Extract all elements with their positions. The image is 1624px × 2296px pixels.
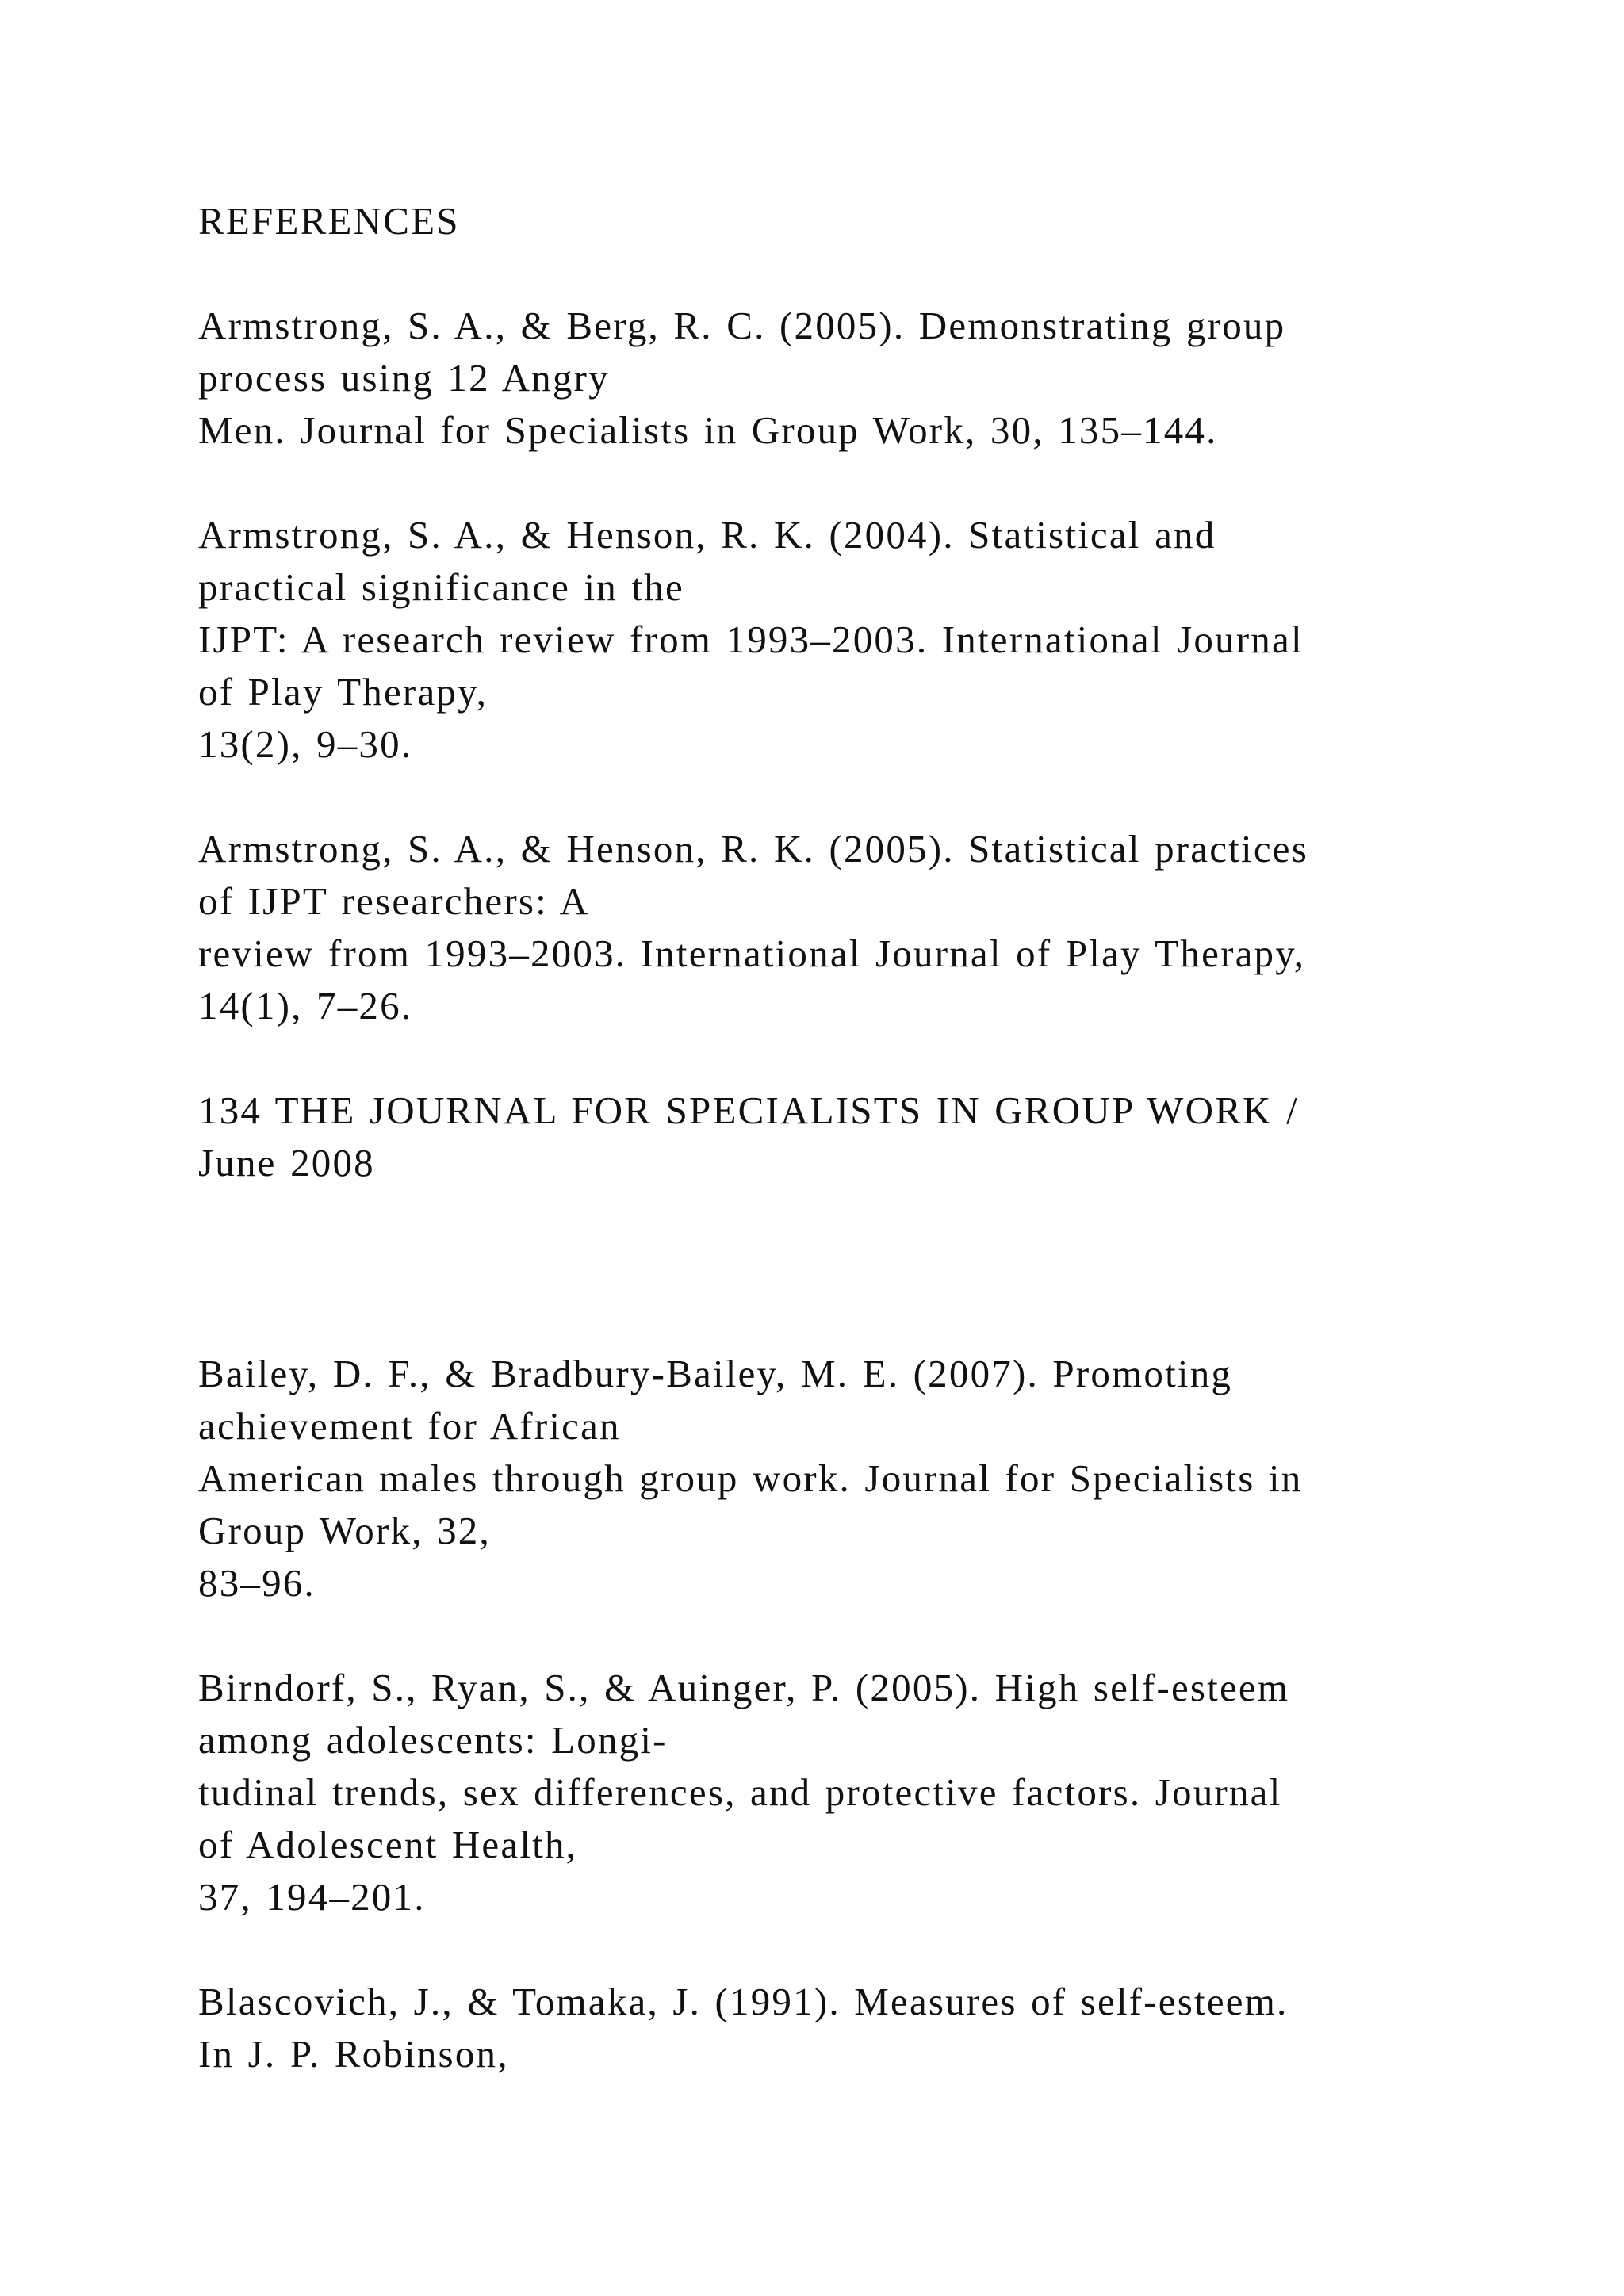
reference-line: 13(2), 9–30. <box>198 722 413 766</box>
reference-line: among adolescents: Longi- <box>198 1718 668 1762</box>
reference-line: practical significance in the <box>198 565 684 609</box>
reference-line: IJPT: A research review from 1993–2003. International Journal <box>198 618 1304 661</box>
reference-entry <box>198 509 1499 771</box>
running-footer <box>198 1085 1499 1189</box>
reference-line: American males through group work. Journal for Specialists in <box>198 1456 1303 1500</box>
reference-entry <box>198 300 1499 457</box>
reference-line: process using 12 Angry <box>198 356 610 400</box>
page-break-spacer <box>198 1189 1499 1348</box>
reference-line: Blascovich, J., & Tomaka, J. (1991). Measures of self-esteem. <box>198 1980 1289 2023</box>
reference-line: 83–96. <box>198 1561 316 1605</box>
reference-entry <box>198 823 1499 1032</box>
reference-line: 37, 194–201. <box>198 1875 426 1919</box>
spacer <box>198 247 1499 300</box>
reference-line: Armstrong, S. A., & Berg, R. C. (2005). Demonstrating group <box>198 304 1286 347</box>
reference-entry <box>198 1348 1499 1609</box>
reference-line: tudinal trends, sex differences, and protective factors. Journal <box>198 1770 1282 1814</box>
reference-line: 14(1), 7–26. <box>198 984 413 1027</box>
reference-line: achievement for African <box>198 1404 621 1448</box>
spacer <box>198 771 1499 823</box>
references-text <box>198 195 1499 2080</box>
reference-line: Bailey, D. F., & Bradbury-Bailey, M. E. (2007). Promoting <box>198 1352 1233 1395</box>
reference-line: review from 1993–2003. International Journal of Play Therapy, <box>198 932 1306 975</box>
reference-line: Armstrong, S. A., & Henson, R. K. (2004). Statistical and <box>198 513 1216 557</box>
reference-entry <box>198 1976 1499 2080</box>
reference-line: of Play Therapy, <box>198 670 488 714</box>
running-footer-line: June 2008 <box>198 1141 375 1184</box>
spacer <box>198 1609 1499 1662</box>
spacer <box>198 457 1499 509</box>
reference-line: Armstrong, S. A., & Henson, R. K. (2005). Statistical practices <box>198 827 1308 871</box>
reference-line: of IJPT researchers: A <box>198 879 590 923</box>
references-heading: REFERENCES <box>198 199 460 243</box>
running-footer-line: 134 THE JOURNAL FOR SPECIALISTS IN GROUP WORK / <box>198 1089 1299 1132</box>
spacer <box>198 1923 1499 1976</box>
reference-line: of Adolescent Health, <box>198 1823 578 1866</box>
reference-line: Group Work, 32, <box>198 1509 491 1552</box>
reference-entry <box>198 1662 1499 1923</box>
reference-line: Men. Journal for Specialists in Group Work, 30, 135–144. <box>198 408 1218 452</box>
spacer <box>198 1032 1499 1085</box>
reference-line: Birndorf, S., Ryan, S., & Auinger, P. (2005). High self-esteem <box>198 1666 1290 1709</box>
reference-line: In J. P. Robinson, <box>198 2032 509 2076</box>
